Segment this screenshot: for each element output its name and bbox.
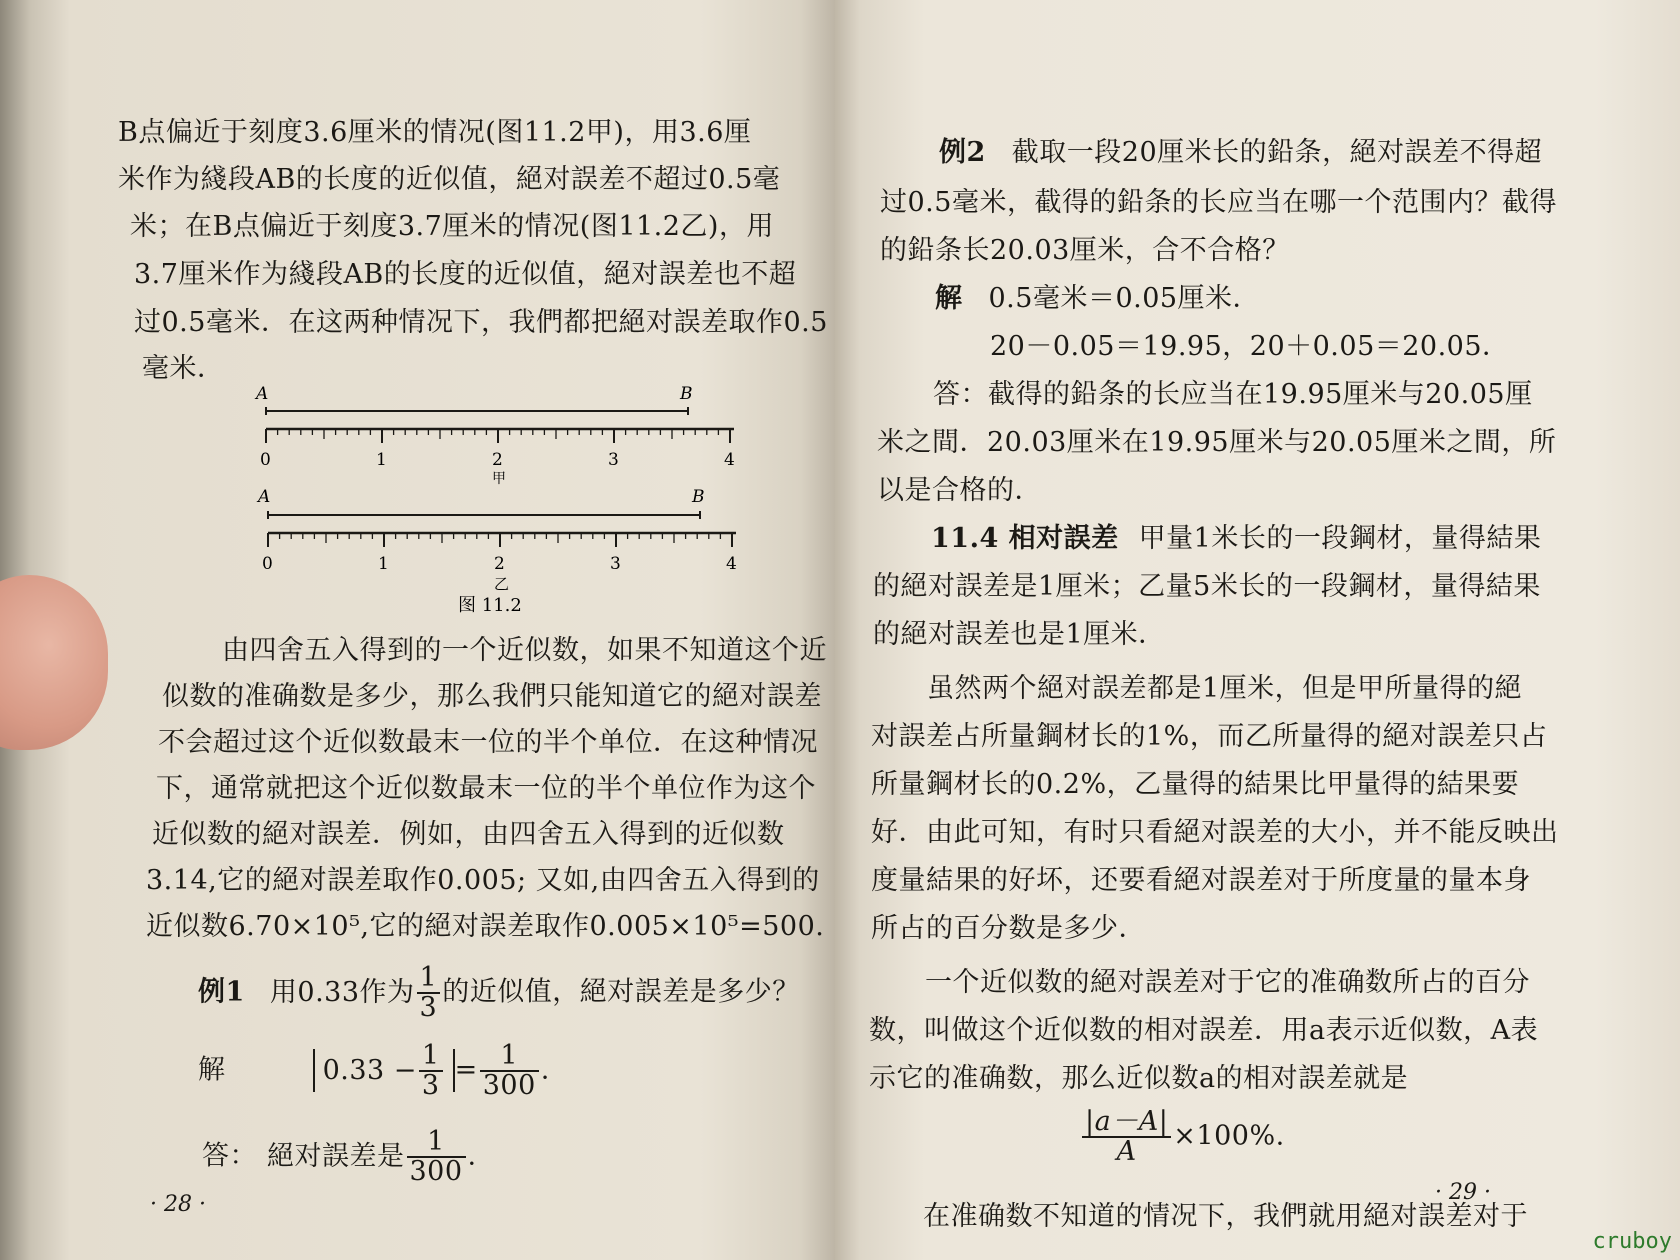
text-line: 虽然两个絕对誤差都是1厘米，但是甲所量得的絕 — [927, 673, 1523, 704]
example1-answer: 答： 絕对誤差是 $\frac{1}{300}$ . — [202, 1126, 477, 1187]
example2-first-line: 例2 截取一段20厘米长的鉛条，絕对誤差不得超 — [939, 137, 1543, 168]
ruler-top-ticks — [266, 429, 730, 443]
ruler-top-title: 甲 — [492, 471, 506, 487]
example1-solution: 解 0.33 − $\frac{1}{3}$ = $\frac{1}{300}$ . — [198, 1040, 550, 1101]
example1-answer-label: 答： — [202, 1140, 257, 1172]
text-line: 的鉛条长20.03厘米，合不合格？ — [880, 235, 1290, 266]
point-b-label: B — [680, 385, 693, 404]
text-line: 下，通常就把这个近似数最末一位的半个单位作为这个 — [156, 773, 816, 804]
ruler-bottom-label-2: 2 — [494, 554, 505, 574]
example1-label: 例1 — [198, 976, 245, 1008]
ruler-top-label-4: 4 — [724, 450, 735, 470]
text-line: 所占的百分数是多少． — [871, 913, 1146, 944]
text-line: 对誤差占所量鋼材长的1%，而乙所量得的絕对誤差只占 — [871, 721, 1548, 752]
text-line: 所量鋼材长的0.2%，乙量得的結果比甲量得的結果要 — [871, 769, 1520, 800]
fraction-one-third: $\frac{1}{3}$ — [417, 964, 441, 1022]
text-line: 20－0.05＝19.95，20＋0.05＝20.05． — [990, 331, 1510, 362]
thumb — [0, 575, 108, 750]
text-line: 一个近似数的絕对誤差对于它的准确数所占的百分 — [925, 967, 1530, 998]
text-line: 米之間．20.03厘米在19.95厘米与20.05厘米之間，所 — [877, 427, 1557, 458]
point-a-label: A — [256, 385, 269, 404]
section-title: 11.4 相对誤差 — [931, 523, 1119, 554]
text-line: 的絕对誤差也是1厘米． — [873, 619, 1166, 650]
example1-question — [198, 964, 800, 1022]
ruler-top-label-1: 1 — [376, 450, 387, 470]
text-line: 由四舍五入得到的一个近似数，如果不知道这个近 — [222, 635, 827, 666]
point-b-label: B — [692, 487, 705, 507]
text-line: 过0.5毫米，截得的鉛条的长应当在哪一个范围内？截得 — [880, 187, 1557, 218]
fraction-one-300: $\frac{1}{300}$ — [407, 1128, 466, 1186]
text-line: 的絕对誤差是1厘米；乙量5米长的一段鋼材，量得結果 — [873, 571, 1541, 602]
text-line: 近似数的絕对誤差．例如，由四舍五入得到的近似数 — [152, 819, 785, 850]
text-line: 好．由此可知，有时只看絕对誤差的大小，并不能反映出 — [871, 817, 1559, 848]
text-line: 在准确数不知道的情况下，我們就用絕对誤差对于 — [923, 1201, 1528, 1232]
section-first-line: 11.4 相对誤差 甲量1米长的一段鋼材，量得結果 — [931, 523, 1542, 554]
point-a-label: A — [258, 487, 271, 507]
text-line: 米作为綫段AB的长度的近似值，絕对誤差不超过0.5毫 — [118, 164, 781, 195]
absolute-value-expression: 0.33 − $\frac{1}{3}$ — [313, 1049, 455, 1092]
text-line: 3.14,它的絕对誤差取作0.005; 又如,由四舍五入得到的 — [146, 865, 820, 896]
example1-question-text: 用0.33作为 — [269, 976, 415, 1008]
text-line: 答：截得的鉛条的长应当在19.95厘米与20.05厘 — [933, 379, 1533, 410]
text-line: B点偏近于刻度3.6厘米的情况(图11.2甲)，用3.6厘 — [118, 117, 752, 148]
text-line: 过0.5毫米．在这两种情况下，我們都把絕对誤差取作0.5 — [134, 307, 828, 338]
figure-caption: 图 11.2 — [458, 595, 522, 616]
text-line: 近似数6.70×10⁵,它的絕对誤差取作0.005×10⁵=500. — [146, 911, 825, 942]
page-number-right: · 29 · — [1435, 1180, 1491, 1205]
ruler-bottom-label-3: 3 — [610, 554, 621, 574]
ruler-top-label-2: 2 — [492, 450, 503, 470]
ruler-figure — [250, 385, 750, 625]
text-line: 数，叫做这个近似数的相对誤差．用a表示近似数，A表 — [869, 1015, 1539, 1046]
text-line: 3.7厘米作为綫段AB的长度的近似值，絕对誤差也不超 — [134, 259, 797, 290]
fraction-one-300: $\frac{1}{300}$ — [480, 1042, 539, 1100]
ruler-bottom-label-1: 1 — [378, 554, 389, 574]
ruler-top-label-3: 3 — [608, 450, 619, 470]
ruler-top-label-0: 0 — [260, 450, 271, 470]
example2-label: 例2 — [939, 137, 986, 168]
example2-solution-label: 解 — [935, 283, 963, 314]
left-page — [0, 0, 835, 1260]
text-line: 示它的准确数，那么近似数a的相对誤差就是 — [869, 1063, 1409, 1094]
text-line: 以是合格的． — [877, 475, 1042, 506]
example1-solution-label: 解 — [198, 1054, 226, 1086]
ruler-bottom-label-0: 0 — [262, 554, 273, 574]
ruler-bottom-title: 乙 — [494, 575, 510, 593]
example1-question-tail: 的近似值，絕对誤差是多少？ — [442, 976, 800, 1008]
text-line: 度量結果的好坏，还要看絕对誤差对于所度量的量本身 — [871, 865, 1531, 896]
ruler-bottom-label-4: 4 — [726, 554, 737, 574]
text-line: 毫米． — [142, 353, 225, 384]
text-line: 米；在B点偏近于刻度3.7厘米的情况(图11.2乙)，用 — [130, 211, 774, 242]
page-number-left: · 28 · — [150, 1192, 206, 1217]
watermark: cruboy — [1592, 1229, 1672, 1254]
text-line: 似数的准确数是多少，那么我們只能知道它的絕对誤差 — [162, 681, 822, 712]
ruler-bottom-ticks — [268, 533, 732, 547]
right-page — [835, 0, 1680, 1260]
text-line: 不会超过这个近似数最末一位的半个单位．在这种情况 — [158, 727, 818, 758]
relative-error-formula: $\frac{|a-A|}{A}$ ×100%. — [1080, 1108, 1285, 1166]
example2-solution: 解 0.5毫米＝0.05厘米． — [935, 283, 1261, 314]
